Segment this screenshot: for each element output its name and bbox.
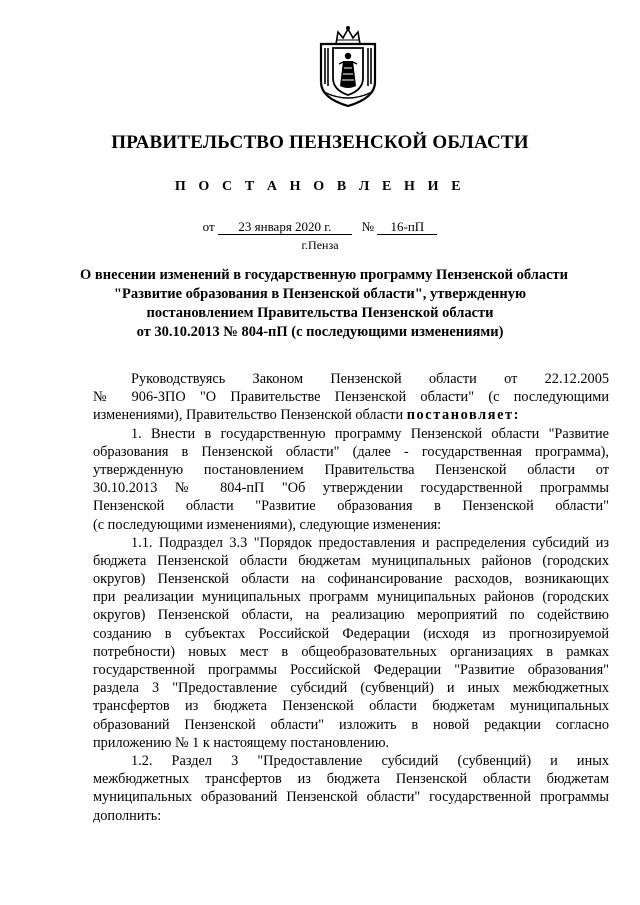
body-line: 30.10.2013 № 804-пП "Об утверждении государственной программы [93,480,609,497]
document-subject [80,266,569,342]
body-line: при реализации муниципальных программ муниципальных районов (городских [93,589,609,606]
body-line: Пензенской области "Развитие образования в Пензенской области" [93,498,609,515]
body-line: Руководствуясь Законом Пензенской области от 22.12.2005 [131,371,609,387]
body-line-last [93,406,609,424]
body-line: созданию в субъектах Российской Федерации (исходя из прогнозируемой [93,625,609,642]
government-title: ПРАВИТЕЛЬСТВО ПЕНЗЕНСКОЙ ОБЛАСТИ [111,132,529,153]
body-line: 1. Внести в государственную программу Пензенской области "Развитие [131,425,609,442]
body-line: (с последующими изменениями), следующие изменения: [93,516,442,533]
body-line: дополнить: [93,807,162,824]
preamble-text: изменениями), Правительство Пензенской области [93,407,407,424]
body-line: межбюджетных трансфертов из бюджета Пензенской области бюджетам [93,771,609,788]
document-type-heading: П О С Т А Н О В Л Е Н И Е [174,179,466,194]
subject-line: "Развитие образования в Пензенской области", утвержденную [113,286,527,302]
subject-line: постановлением Правительства Пензенской области [146,305,494,321]
body-line: округов) Пензенской области на софинансирование расходов, возникающих [93,571,609,588]
subject-line: от 30.10.2013 № 804-пП (с последующими изменениями) [136,324,504,340]
body-line: государственной программы Российской Федерации "Развитие образования" [93,662,609,678]
body-line: № 906-ЗПО "О Правительстве Пензенской области" (с последующими [93,389,609,406]
body-line: образований Пензенской области" изложить в новой редакции согласно [93,716,609,733]
city-name: г.Пенза [301,238,339,252]
number-label: № [361,219,375,234]
subject-line: О внесении изменений в государственную программу Пензенской области [80,267,569,283]
document-date: 23 января 2020 г. [218,220,352,235]
document-body [93,370,609,825]
from-label: от [202,219,215,234]
body-line: потребности) новых мест в общеобразовательных организациях в рамках [93,643,609,660]
body-line: 1.2. Раздел 3 "Предоставление субсидий (субвенций) и иных [131,752,609,769]
document-number: 16-пП [377,220,437,235]
penza-region-coat-of-arms-icon [316,24,380,108]
body-line: трансфертов из бюджета Пензенской области бюджетам муниципальных [93,698,609,715]
resolves-emphasis: постановляет: [406,407,521,424]
coat-of-arms-emblem [316,24,380,108]
body-line: образования в Пензенской области" (далее - государственная программа), [93,443,609,460]
body-line: муниципальных образований Пензенской области" государственной программы [93,789,609,806]
body-line: приложению № 1 к настоящему постановлению. [93,734,390,751]
body-line: округов) Пензенской области, на реализацию мероприятий по содействию [93,607,609,624]
body-line: бюджета Пензенской области бюджетам муниципальных районов (городских [93,552,609,569]
body-line: утвержденную постановлением Правительства Пензенской области от [93,461,609,478]
date-number-line [0,219,640,235]
body-line: 1.1. Подраздел 3.3 "Порядок предоставления и распределения субсидий из [131,534,609,551]
body-line: раздела 3 "Предоставление субсидий (субвенций) и иных межбюджетных [93,680,609,697]
